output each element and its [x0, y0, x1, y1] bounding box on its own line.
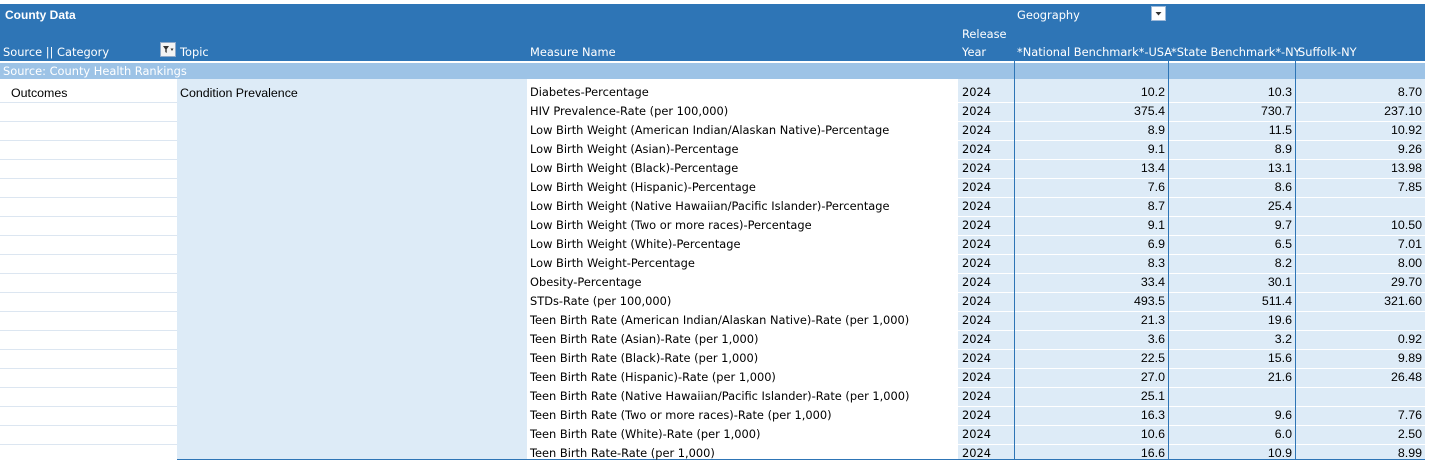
county-value-cell[interactable]: 321.60	[1384, 294, 1422, 308]
measure-name-cell[interactable]: Low Birth Weight (White)-Percentage	[530, 237, 741, 251]
county-value-cell[interactable]: 7.85	[1397, 180, 1422, 194]
header-release-line2[interactable]: Year	[962, 45, 987, 59]
state-benchmark-cell[interactable]: 3.2	[1274, 332, 1292, 346]
column-divider	[1168, 61, 1169, 459]
release-year-cell[interactable]: 2024	[962, 275, 991, 289]
measure-name-cell[interactable]: Low Birth Weight (Two or more races)-Percentage	[530, 218, 812, 232]
column-divider	[1014, 61, 1015, 459]
release-year-cell[interactable]: 2024	[962, 237, 991, 251]
state-benchmark-cell[interactable]: 19.6	[1267, 313, 1292, 327]
release-year-cell[interactable]: 2024	[962, 180, 991, 194]
measure-name-cell[interactable]: Low Birth Weight (Asian)-Percentage	[530, 142, 739, 156]
state-benchmark-cell[interactable]: 21.6	[1267, 370, 1292, 384]
release-year-cell[interactable]: 2024	[962, 256, 991, 270]
state-benchmark-cell[interactable]: 8.9	[1274, 142, 1292, 156]
national-benchmark-cell[interactable]: 9.1	[1147, 142, 1165, 156]
state-benchmark-cell[interactable]: 25.4	[1267, 199, 1292, 213]
county-value-cell[interactable]: 8.70	[1397, 85, 1422, 99]
county-value-cell[interactable]	[1298, 387, 1422, 406]
state-benchmark-cell[interactable]: 11.5	[1268, 123, 1292, 137]
state-benchmark-cell[interactable]: 15.6	[1267, 351, 1292, 365]
release-year-cell[interactable]: 2024	[962, 389, 991, 403]
national-benchmark-cell[interactable]: 33.4	[1140, 275, 1165, 289]
measure-name-cell[interactable]: Obesity-Percentage	[530, 275, 642, 289]
category-outcomes[interactable]: Outcomes	[11, 86, 68, 100]
national-benchmark-cell[interactable]: 9.1	[1147, 218, 1165, 232]
topic-condition-prevalence[interactable]: Condition Prevalence	[180, 86, 298, 100]
release-year-cell[interactable]: 2024	[962, 370, 991, 384]
measure-name-cell[interactable]: Teen Birth Rate (American Indian/Alaskan Native)-Rate (per 1,000)	[530, 313, 910, 327]
county-value-cell[interactable]: 10.92	[1390, 123, 1422, 137]
release-year-cell[interactable]: 2024	[962, 104, 991, 118]
category-filter-button[interactable]	[160, 42, 176, 57]
state-benchmark-cell[interactable]: 6.0	[1274, 427, 1292, 441]
county-value-cell[interactable]	[1298, 311, 1422, 330]
measure-name-cell[interactable]: STDs-Rate (per 100,000)	[530, 294, 672, 308]
national-benchmark-cell[interactable]: 25.1	[1140, 389, 1165, 403]
national-benchmark-cell[interactable]: 27.0	[1140, 370, 1165, 384]
state-benchmark-cell[interactable]: 13.1	[1267, 161, 1292, 175]
measure-name-cell[interactable]: Teen Birth Rate (Hispanic)-Rate (per 1,000)	[530, 370, 776, 384]
county-value-cell[interactable]: 13.98	[1390, 161, 1422, 175]
county-value-cell[interactable]: 237.10	[1384, 104, 1422, 118]
pivot-title: County Data	[5, 8, 76, 22]
geography-dropdown-button[interactable]	[1151, 6, 1166, 21]
measure-name-cell[interactable]: HIV Prevalence-Rate (per 100,000)	[530, 104, 729, 118]
release-year-cell[interactable]: 2024	[962, 408, 991, 422]
state-benchmark-cell[interactable]: 30.1	[1267, 275, 1292, 289]
release-year-cell[interactable]: 2024	[962, 332, 991, 346]
state-benchmark-cell[interactable]: 6.5	[1274, 237, 1292, 251]
county-value-cell[interactable]: 8.99	[1397, 446, 1422, 460]
header-release-line1[interactable]: Release	[962, 27, 1007, 41]
state-benchmark-cell[interactable]: 10.3	[1267, 85, 1292, 99]
release-year-cell[interactable]: 2024	[962, 446, 991, 460]
county-value-cell[interactable]: 2.50	[1397, 427, 1422, 441]
release-year-cell[interactable]: 2024	[962, 142, 991, 156]
measure-name-cell[interactable]: Low Birth Weight (American Indian/Alaskan Native)-Percentage	[530, 123, 890, 137]
header-county[interactable]: Suffolk-NY	[1298, 45, 1357, 59]
header-state-benchmark[interactable]: *State Benchmark*-NY	[1171, 45, 1301, 59]
source-label: Source: County Health Rankings	[3, 64, 187, 78]
national-benchmark-cell[interactable]: 8.3	[1147, 256, 1165, 270]
state-benchmark-cell[interactable]: 511.4	[1261, 294, 1292, 308]
release-year-cell[interactable]: 2024	[962, 427, 991, 441]
national-benchmark-cell[interactable]: 7.6	[1147, 180, 1165, 194]
measure-name-cell[interactable]: Teen Birth Rate (Native Hawaiian/Pacific Islander)-Rate (per 1,000)	[530, 389, 910, 403]
measure-name-cell[interactable]: Teen Birth Rate (Two or more races)-Rate (per 1,000)	[530, 408, 832, 422]
state-benchmark-cell[interactable]: 9.7	[1274, 218, 1292, 232]
state-benchmark-cell[interactable]: 730.7	[1260, 104, 1292, 118]
national-benchmark-cell[interactable]: 8.9	[1147, 123, 1165, 137]
state-benchmark-cell[interactable]: 9.6	[1274, 408, 1292, 422]
release-year-cell[interactable]: 2024	[962, 313, 991, 327]
county-value-cell[interactable]	[1298, 197, 1422, 216]
chevron-down-icon	[1152, 7, 1165, 20]
measure-name-cell[interactable]: Teen Birth Rate (White)-Rate (per 1,000)	[530, 427, 761, 441]
state-benchmark-cell[interactable]	[1171, 387, 1292, 406]
national-benchmark-cell[interactable]: 21.3	[1140, 313, 1165, 327]
geography-field[interactable]: Geography	[1017, 8, 1080, 22]
release-year-cell[interactable]: 2024	[962, 218, 991, 232]
topic-band	[177, 79, 527, 459]
state-benchmark-cell[interactable]: 8.6	[1274, 180, 1292, 194]
release-year-cell[interactable]: 2024	[962, 85, 991, 99]
pivot-header	[0, 4, 1425, 61]
county-value-cell[interactable]: 9.26	[1397, 142, 1422, 156]
national-benchmark-cell[interactable]: 8.7	[1147, 199, 1165, 213]
release-year-cell[interactable]: 2024	[962, 123, 991, 137]
county-value-cell[interactable]: 7.76	[1397, 408, 1422, 422]
county-value-cell[interactable]: 7.01	[1397, 237, 1422, 251]
national-benchmark-cell[interactable]: 22.5	[1140, 351, 1165, 365]
county-value-cell[interactable]: 9.89	[1397, 351, 1422, 365]
county-value-cell[interactable]: 0.92	[1397, 332, 1422, 346]
national-benchmark-cell[interactable]: 375.4	[1133, 104, 1165, 118]
national-benchmark-cell[interactable]: 493.5	[1133, 294, 1165, 308]
measure-name-cell[interactable]: Low Birth Weight (Native Hawaiian/Pacific Islander)-Percentage	[530, 199, 890, 213]
measure-name-cell[interactable]: Diabetes-Percentage	[530, 85, 649, 99]
measure-name-cell[interactable]: Low Birth Weight (Black)-Percentage	[530, 161, 739, 175]
release-year-cell[interactable]: 2024	[962, 294, 991, 308]
measure-name-cell[interactable]: Teen Birth Rate (Asian)-Rate (per 1,000)	[530, 332, 759, 346]
measure-name-cell[interactable]: Teen Birth Rate-Rate (per 1,000)	[530, 446, 715, 460]
measure-name-cell[interactable]: Low Birth Weight-Percentage	[530, 256, 695, 270]
header-national-benchmark[interactable]: *National Benchmark*-USA	[1017, 45, 1173, 59]
header-measure-name[interactable]: Measure Name	[530, 45, 616, 59]
national-benchmark-cell[interactable]: 13.4	[1140, 161, 1165, 175]
national-benchmark-cell[interactable]: 16.3	[1140, 408, 1165, 422]
national-benchmark-cell[interactable]: 3.6	[1147, 332, 1165, 346]
state-benchmark-cell[interactable]: 8.2	[1274, 256, 1292, 270]
county-value-cell[interactable]: 8.00	[1397, 256, 1422, 270]
release-year-cell[interactable]: 2024	[962, 351, 991, 365]
pivot-table	[0, 4, 1425, 464]
county-value-cell[interactable]: 26.48	[1390, 370, 1422, 384]
state-benchmark-cell[interactable]: 10.9	[1267, 446, 1292, 460]
national-benchmark-cell[interactable]: 10.2	[1140, 85, 1165, 99]
county-value-cell[interactable]: 29.70	[1390, 275, 1422, 289]
national-benchmark-cell[interactable]: 10.6	[1140, 427, 1165, 441]
filter-icon	[161, 43, 175, 56]
header-source-category[interactable]: Source || Category	[3, 45, 110, 59]
release-year-cell[interactable]: 2024	[962, 161, 991, 175]
header-topic[interactable]: Topic	[180, 45, 209, 59]
column-divider	[1295, 61, 1296, 459]
source-row[interactable]	[0, 63, 1425, 79]
measure-name-cell[interactable]: Low Birth Weight (Hispanic)-Percentage	[530, 180, 756, 194]
county-value-cell[interactable]: 10.50	[1390, 218, 1422, 232]
measure-name-cell[interactable]: Teen Birth Rate (Black)-Rate (per 1,000)	[530, 351, 759, 365]
release-year-cell[interactable]: 2024	[962, 199, 991, 213]
national-benchmark-cell[interactable]: 6.9	[1147, 237, 1165, 251]
national-benchmark-cell[interactable]: 16.6	[1140, 446, 1165, 460]
